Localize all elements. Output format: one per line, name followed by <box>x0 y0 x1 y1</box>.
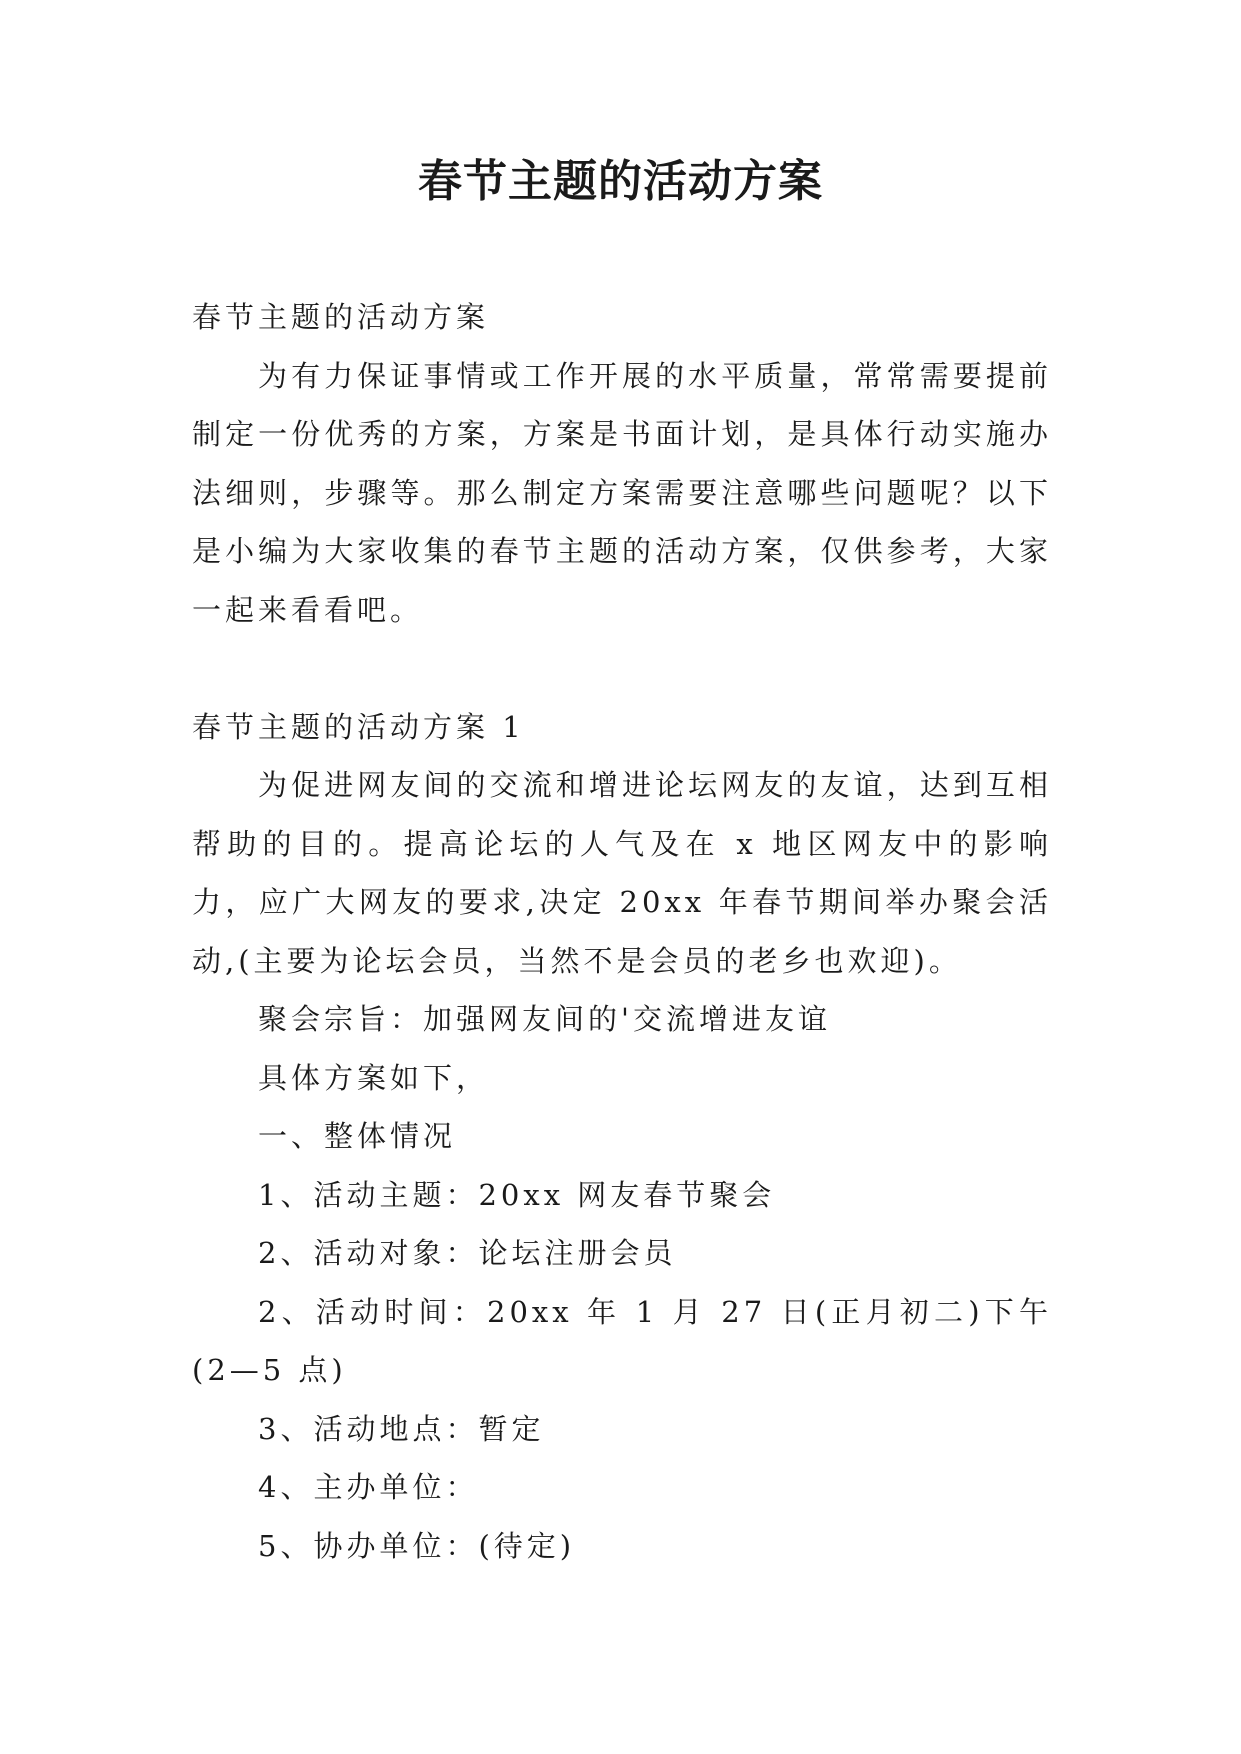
paragraph-spacer <box>192 639 1052 698</box>
document-heading: 春节主题的活动方案 <box>192 300 490 334</box>
list-item: 2、活动对象：论坛注册会员 <box>258 1236 677 1270</box>
list-item: 4、主办单位： <box>258 1470 479 1504</box>
intro-paragraph: 为有力保证事情或工作开展的水平质量，常常需要提前制定一份优秀的方案，方案是书面计划，是具体行动实施办法细则，步骤等。那么制定方案需要注意哪些问题呢？以下是小编为大家收集的春节主题的活动方案，仅供参考，大家一起来看看吧。 <box>192 358 1052 627</box>
purpose-line: 聚会宗旨：加强网友间的'交流增进友谊 <box>258 1002 831 1036</box>
part-heading: 一、整体情况 <box>258 1119 457 1153</box>
document-title: 春节主题的活动方案 <box>418 156 823 207</box>
list-item: 2、活动时间：20xx 年 1 月 27 日(正月初二)下午(2—5 点) <box>192 1294 1052 1387</box>
section-paragraph: 为促进网友间的交流和增进论坛网友的友谊，达到互相帮助的目的。提高论坛的人气及在 x 地区网友中的影响力，应广大网友的要求,决定 20xx 年春节期间举办聚会活动,(主要为论坛会员，当然不是会员的老乡也欢迎)。 <box>192 768 1052 978</box>
document-body <box>192 288 1052 1575</box>
section-heading: 春节主题的活动方案 1 <box>192 709 525 744</box>
list-item: 1、活动主题：20xx 网友春节聚会 <box>258 1177 776 1212</box>
list-item: 3、活动地点：暂定 <box>258 1411 545 1446</box>
plan-intro-line: 具体方案如下， <box>258 1060 490 1095</box>
list-item: 5、协办单位：(待定) <box>258 1528 576 1563</box>
